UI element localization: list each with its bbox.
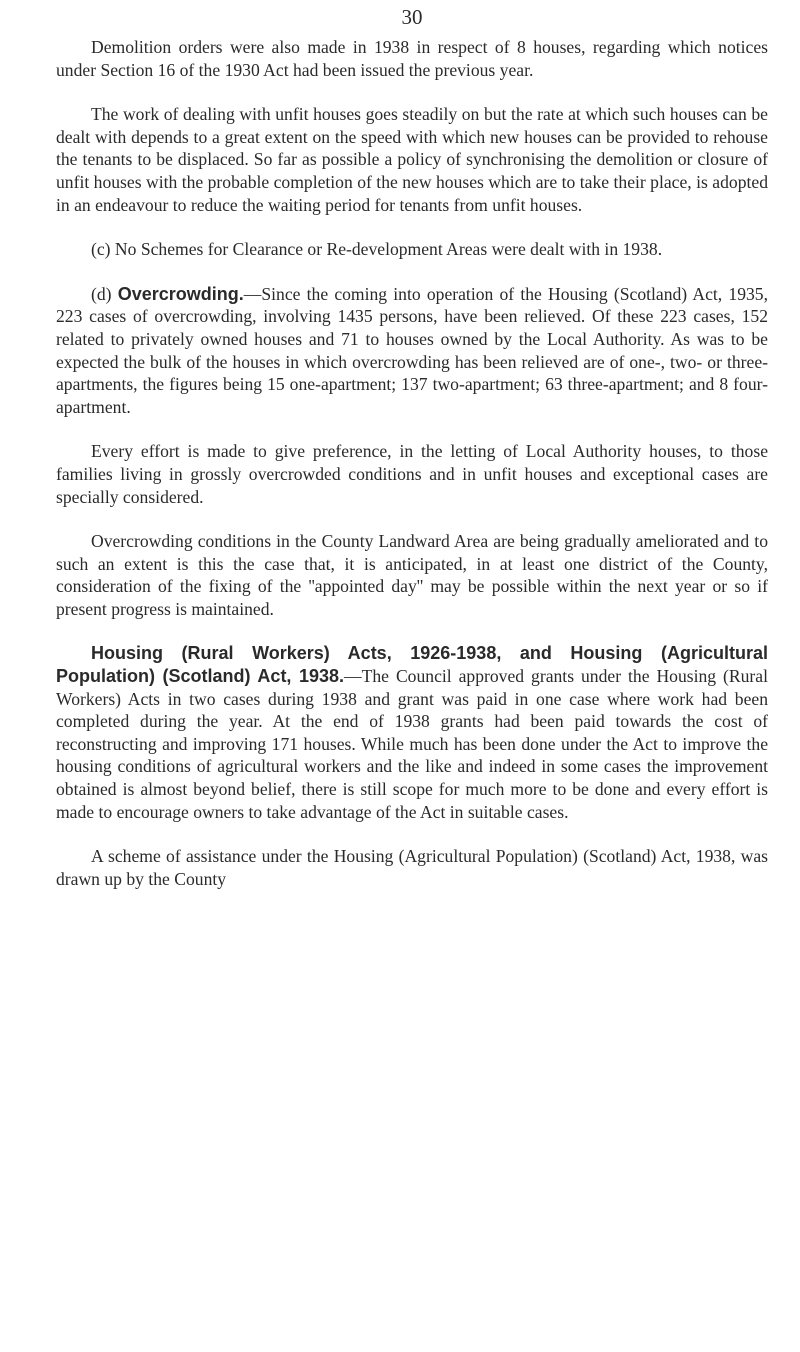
paragraph-clearance-schemes: (c) No Schemes for Clearance or Re-development Areas were dealt with in 1938. <box>91 239 663 260</box>
paragraph-rural-workers <box>56 642 768 823</box>
rural-workers-text: —The Council approved grants under the Housing (Rural Workers) Acts in two cases during 1938 and grant was paid in one case where work had been completed during the year. At the end of 1938 grants had been paid towards the cost of reconstructing and improving 171 houses. While much has been done under the Act to improve the housing conditions of agricultural workers and the like and indeed in some cases the improvement obtained is almost beyond belief, there is still scope for much more to be done and every effort is made to encourage owners to take advantage of the Act in suitable cases. <box>56 666 768 822</box>
paragraph-assistance-scheme: A scheme of assistance under the Housing (Agricultural Population) (Scotland) Act, 1938, was drawn up by the County <box>56 846 768 889</box>
overcrowding-text: —Since the coming into operation of the Housing (Scotland) Act, 1935, 223 cases of overcrowding, involving 1435 persons, have been relieved. Of these 223 cases, 152 related to privately owned houses and 71 to houses owned by the Local Authority. As was to be expected the bulk of the houses in which overcrowding has been relieved are of one-, two- or three-apartments, the figures being 15 one-apartment; 137 two-apartment; 63 three-apartment; and 8 four-apartment. <box>56 283 768 417</box>
page-number: 30 <box>401 5 423 29</box>
overcrowding-prefix: (d) <box>91 283 118 304</box>
overcrowding-heading: Overcrowding. <box>117 283 244 304</box>
paragraph-landward-area: Overcrowding conditions in the County Landward Area are being gradually ameliorated and to such an extent is this the case that, it is anticipated, in at least one district of the County, consideration of the fixing of the ''appointed day'' may be possible within the next year or so if present progress is maintained. <box>56 531 768 619</box>
paragraph-demolition-orders: Demolition orders were also made in 1938 in respect of 8 houses, regarding which notices under Section 16 of the 1930 Act had been issued the previous year. <box>56 37 768 80</box>
document-page <box>56 0 768 912</box>
paragraph-overcrowding <box>56 283 768 419</box>
rural-workers-heading: Housing (Rural Workers) Acts, 1926-1938, and Housing (Agricultural Population) (Scotland) Act, 1938. <box>56 643 768 687</box>
paragraph-unfit-houses: The work of dealing with unfit houses goes steadily on but the rate at which such houses can be dealt with depends to a great extent on the speed with which new houses can be provided to rehouse the tenants to be displaced. So far as possible a policy of synchronising the demolition or closure of unfit houses with the probable completion of the new houses which are to take their place, is adopted in an endeavour to reduce the waiting period for tenants from unfit houses. <box>56 104 768 215</box>
paragraph-preference: Every effort is made to give preference, in the letting of Local Authority houses, to those families living in grossly overcrowded conditions and in unfit houses and exceptional cases are specially considered. <box>56 441 768 507</box>
